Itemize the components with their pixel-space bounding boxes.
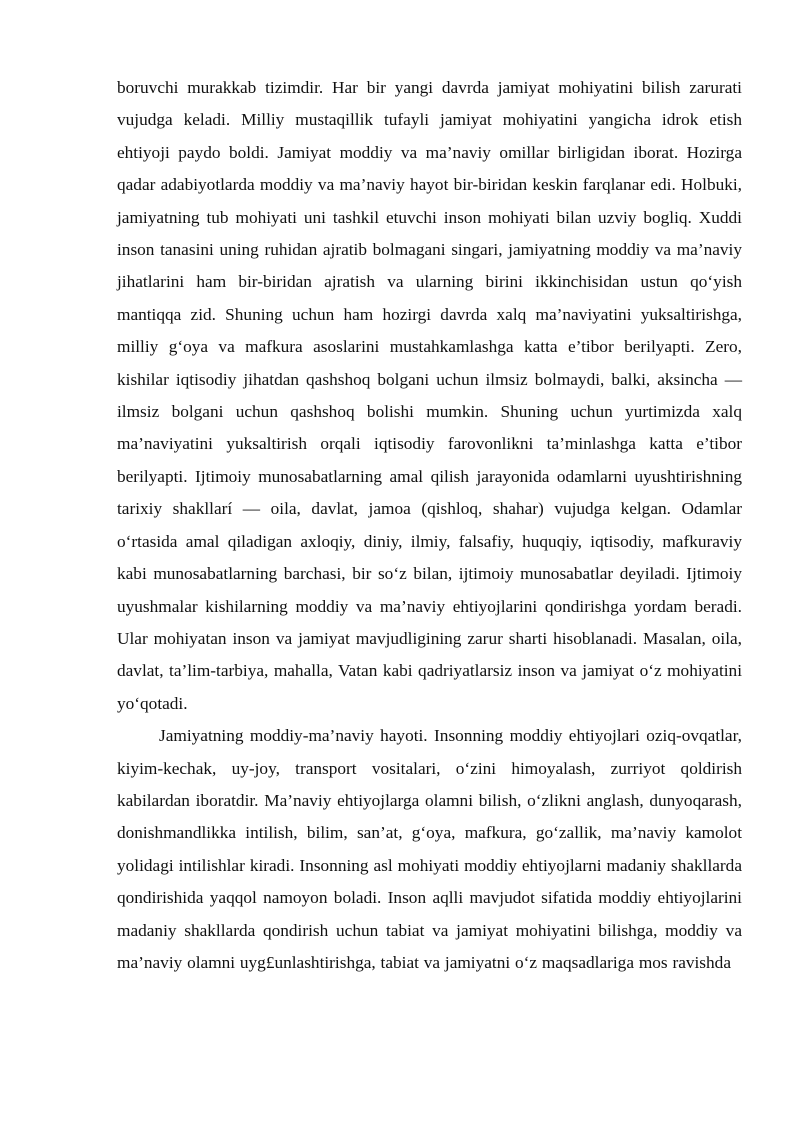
body-paragraph-1: boruvchi murakkab tizimdir. Har bir yangi davrda jamiyat mohiyatini bilish zarurati vujudga keladi. Milliy mustaqillik tufayli jamiyat mohiyatini yangicha idrok etish ehtiyoji paydo boldi. Jamiyat moddiy va ma’naviy omillar birligidan iborat. Hozirga qadar adabiyotlarda moddiy va ma’naviy hayot bir-biridan keskin farqlanar edi. Holbuki, jamiyatning tub mohiyati uni tashkil etuvchi inson mohiyati bilan uzviy bogliq. Xuddi inson tanasini uning ruhidan ajratib bolmagani singari, jamiyatning moddiy va ma’naviy jihatlarini ham bir-biridan ajratish va ularning birini ikkinchisidan ustun qo‘yish mantiqqa zid. Shuning uchun ham hozirgi davrda xalq ma’naviyatini yuksaltirishga, milliy g‘oya va mafkura asoslarini mustahkamlashga katta e’tibor berilyapti. Zero, kishilar iqtisodiy jihatdan qashshoq bolgani uchun ilmsiz bolmaydi, balki, aksincha — ilmsiz bolgani uchun qashshoq bolishi mumkin. Shuning uchun yurtimizda xalq ma’naviyatini yuksaltirish orqali iqtisodiy farovonlikni ta’minlashga katta e’tibor berilyapti. Ijtimoiy munosabatlarning amal qilish jarayonida odamlarni uyushtirishning tarixiy shakllarí — oila, davlat, jamoa (qishloq, shahar) vujudga kelgan. Odamlar o‘rtasida amal qiladigan axloqiy, diniy, ilmiy, falsafiy, huquqiy, iqtisodiy, mafkuraviy kabi munosabatlarning barchasi, bir so‘z bilan, ijtimoiy munosabatlar deyiladi. Ijtimoiy uyushmalar kishilarning moddiy va ma’naviy ehtiyojlarini qondirishga yordam beradi. Ular mohiyatan inson va jamiyat mavjudligining zarur sharti hisoblanadi. Masalan, oila, davlat, ta’lim-tarbiya, mahalla, Vatan kabi qadriyatlarsiz inson va jamiyat o‘z mohiyatini yo‘qotadi. [117,78,742,713]
body-paragraph-2: Jamiyatning moddiy-ma’naviy hayoti. Insonning moddiy ehtiyojlari oziq-ovqatlar, kiyim-kechak, uy-joy, transport vositalari, o‘zini himoyalash, zurriyot qoldirish kabilardan iboratdir. Ma’naviy ehtiyojlarga olamni bilish, o‘zlikni anglash, dunyoqarash, donishmandlikka intilish, bilim, san’at, g‘oya, mafkura, go‘zallik, ma’naviy kamolot yolidagi intilishlar kiradi. Insonning asl mohiyati moddiy ehtiyojlarni madaniy shakllarda qondirishida yaqqol namoyon boladi. Inson aqlli mavjudot sifatida moddiy ehtiyojlarini madaniy shakllarda qondirish uchun tabiat va jamiyat mohiyatini bilishga, moddiy va ma’naviy olamni uyg£unlashtirishga, tabiat va jamiyatni o‘z maqsadlariga mos ravishda [117,726,742,972]
